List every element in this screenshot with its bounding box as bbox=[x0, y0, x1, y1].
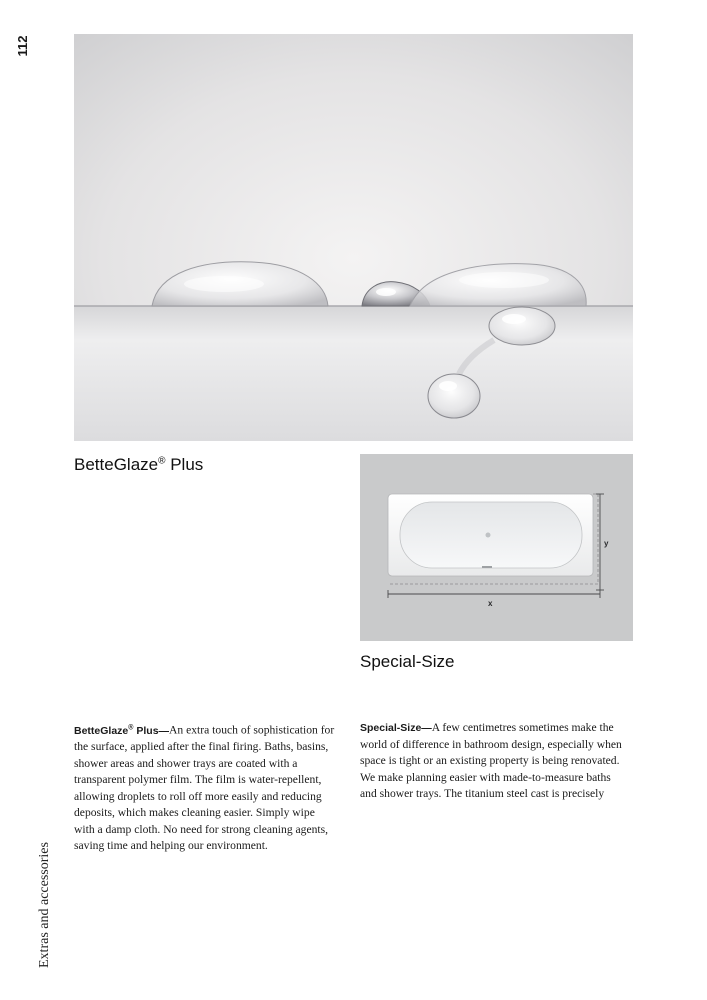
bathtub-dimension-illustration bbox=[360, 454, 633, 641]
bette-glaze-heading-main: BetteGlaze bbox=[74, 455, 159, 474]
hero-droplets-illustration bbox=[74, 34, 633, 441]
registered-mark: ® bbox=[158, 455, 166, 467]
bette-glaze-lead bbox=[74, 725, 169, 737]
special-size-body bbox=[360, 720, 622, 803]
bette-glaze-lead-tail: Plus— bbox=[133, 724, 170, 737]
registered-mark-lead: ® bbox=[128, 724, 134, 731]
page-number: 112 bbox=[15, 35, 30, 57]
special-size-body-text: A few centimetres sometimes make the world of difference in bathroom design, especially when space is tight or an existing property is being renovated. We make planning easier with made-to-measure baths and shower trays. The titanium steel cast is precisely bbox=[360, 721, 622, 800]
bette-glaze-body bbox=[74, 720, 336, 855]
dimension-label-x: x bbox=[488, 599, 493, 608]
bette-glaze-heading-tail: Plus bbox=[165, 455, 204, 474]
bette-glaze-body-text: An extra touch of sophistication for the surface, applied after the final firing. Baths, basins, shower areas and shower trays are coated with a transparent polymer film. The film is water-repellent, allowing droplets to roll off more easily and reducing deposits, which makes cleaning easier. Simply wipe with a damp cloth. No need for strong cleaning agents, saving time and helping our environment. bbox=[74, 723, 335, 852]
special-size-lead: Special-Size— bbox=[360, 722, 432, 734]
bette-glaze-heading bbox=[74, 455, 203, 475]
hero-droplets-image bbox=[74, 34, 633, 441]
section-label: Extras and accessories bbox=[37, 842, 52, 968]
special-size-heading: Special-Size bbox=[360, 652, 455, 671]
dimension-label-y: y bbox=[604, 539, 609, 548]
special-size-diagram bbox=[360, 454, 633, 641]
bette-glaze-lead-main: BetteGlaze bbox=[74, 724, 129, 737]
